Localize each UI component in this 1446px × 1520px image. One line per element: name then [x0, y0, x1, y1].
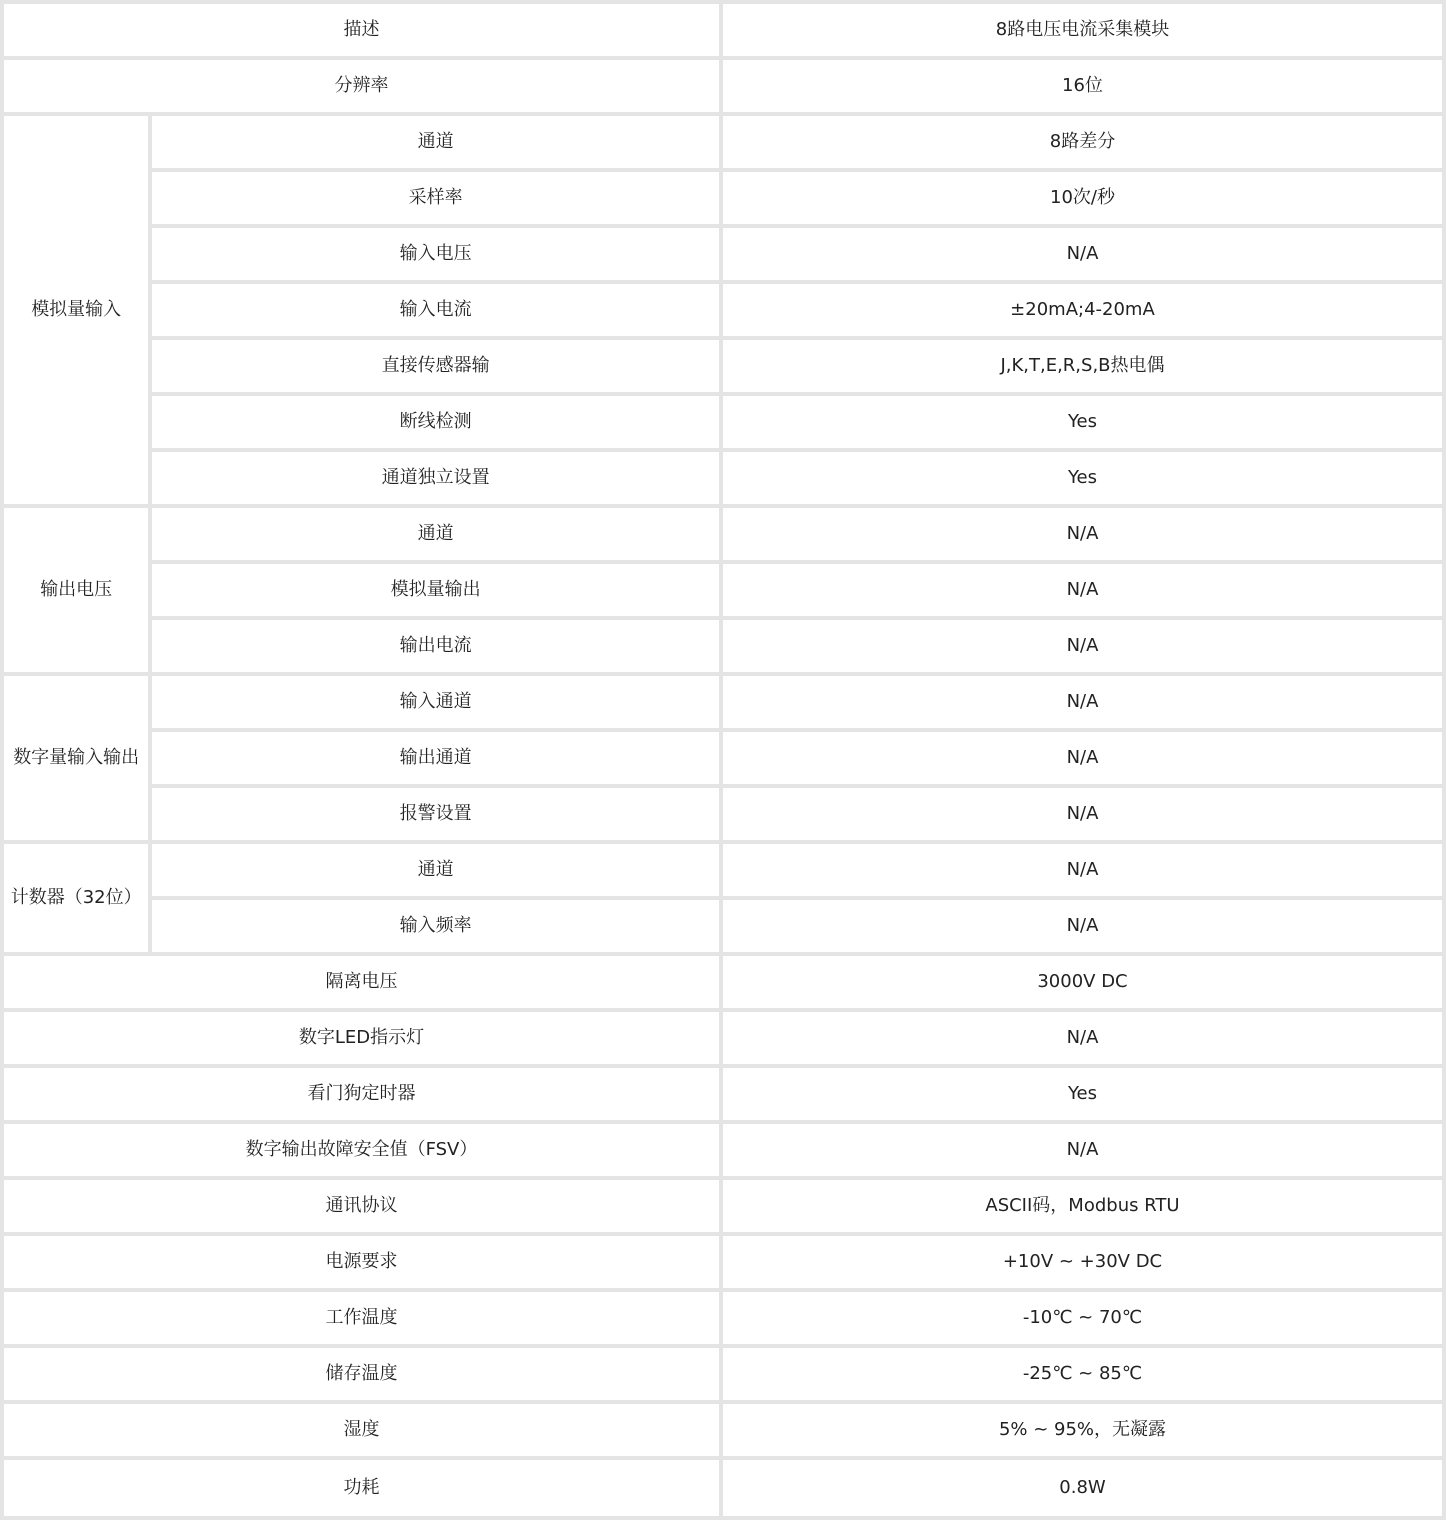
- param-value-cell: Yes: [723, 452, 1442, 504]
- group-label-cell: 数字量输入输出: [4, 676, 148, 840]
- param-value-cell: 8路电压电流采集模块: [723, 4, 1442, 56]
- table-row: [4, 788, 1442, 840]
- param-value-cell: N/A: [723, 844, 1442, 896]
- table-row: [4, 1236, 1442, 1288]
- param-value-cell: ±20mA;4-20mA: [723, 284, 1442, 336]
- table-row: [4, 1124, 1442, 1176]
- table-row: [4, 1404, 1442, 1456]
- param-name-cell: 储存温度: [4, 1348, 719, 1400]
- table-row: [4, 620, 1442, 672]
- table-row: [4, 956, 1442, 1008]
- table-row: [4, 60, 1442, 112]
- param-value-cell: N/A: [723, 228, 1442, 280]
- param-name-cell: 湿度: [4, 1404, 719, 1456]
- table-row: [4, 172, 1442, 224]
- param-name-cell: 通道: [152, 508, 719, 560]
- param-name-cell: 通道: [152, 844, 719, 896]
- table-row: [4, 676, 1442, 728]
- param-value-cell: N/A: [723, 1124, 1442, 1176]
- param-name-cell: 分辨率: [4, 60, 719, 112]
- param-value-cell: 8路差分: [723, 116, 1442, 168]
- param-name-cell: 输出通道: [152, 732, 719, 784]
- group-label-cell: 输出电压: [4, 508, 148, 672]
- param-name-cell: 模拟量输出: [152, 564, 719, 616]
- group-label-cell: 模拟量输入: [4, 116, 148, 504]
- param-value-cell: N/A: [723, 508, 1442, 560]
- param-name-cell: 输入频率: [152, 900, 719, 952]
- param-value-cell: 3000V DC: [723, 956, 1442, 1008]
- table-row: [4, 228, 1442, 280]
- table-row: [4, 844, 1442, 896]
- param-name-cell: 数字LED指示灯: [4, 1012, 719, 1064]
- param-value-cell: N/A: [723, 620, 1442, 672]
- table-row: [4, 4, 1442, 56]
- param-value-cell: 10次/秒: [723, 172, 1442, 224]
- param-name-cell: 直接传感器输: [152, 340, 719, 392]
- table-row: [4, 284, 1442, 336]
- table-row: [4, 1012, 1442, 1064]
- param-name-cell: 功耗: [4, 1460, 719, 1516]
- param-name-cell: 看门狗定时器: [4, 1068, 719, 1120]
- param-value-cell: N/A: [723, 732, 1442, 784]
- param-value-cell: N/A: [723, 1012, 1442, 1064]
- param-value-cell: 5% ~ 95%，无凝露: [723, 1404, 1442, 1456]
- table-row: [4, 1460, 1442, 1516]
- param-name-cell: 通讯协议: [4, 1180, 719, 1232]
- table-row: [4, 340, 1442, 392]
- param-name-cell: 输入通道: [152, 676, 719, 728]
- table-row: [4, 452, 1442, 504]
- param-value-cell: N/A: [723, 676, 1442, 728]
- param-name-cell: 输入电压: [152, 228, 719, 280]
- param-name-cell: 断线检测: [152, 396, 719, 448]
- table-row: [4, 508, 1442, 560]
- param-value-cell: Yes: [723, 396, 1442, 448]
- param-value-cell: N/A: [723, 564, 1442, 616]
- param-name-cell: 隔离电压: [4, 956, 719, 1008]
- param-value-cell: -25℃ ~ 85℃: [723, 1348, 1442, 1400]
- param-value-cell: 0.8W: [723, 1460, 1442, 1516]
- param-value-cell: ASCII码，Modbus RTU: [723, 1180, 1442, 1232]
- table-row: [4, 116, 1442, 168]
- param-value-cell: Yes: [723, 1068, 1442, 1120]
- param-name-cell: 输出电流: [152, 620, 719, 672]
- param-name-cell: 电源要求: [4, 1236, 719, 1288]
- table-row: [4, 1292, 1442, 1344]
- spec-table-body: [4, 4, 1442, 1516]
- param-name-cell: 报警设置: [152, 788, 719, 840]
- param-value-cell: +10V ~ +30V DC: [723, 1236, 1442, 1288]
- param-name-cell: 描述: [4, 4, 719, 56]
- param-name-cell: 通道: [152, 116, 719, 168]
- table-row: [4, 1068, 1442, 1120]
- param-value-cell: -10℃ ~ 70℃: [723, 1292, 1442, 1344]
- param-value-cell: J,K,T,E,R,S,B热电偶: [723, 340, 1442, 392]
- param-name-cell: 通道独立设置: [152, 452, 719, 504]
- param-value-cell: 16位: [723, 60, 1442, 112]
- param-name-cell: 数字输出故障安全值（FSV）: [4, 1124, 719, 1176]
- table-row: [4, 396, 1442, 448]
- param-value-cell: N/A: [723, 900, 1442, 952]
- param-value-cell: N/A: [723, 788, 1442, 840]
- table-row: [4, 564, 1442, 616]
- table-row: [4, 732, 1442, 784]
- param-name-cell: 输入电流: [152, 284, 719, 336]
- table-row: [4, 900, 1442, 952]
- table-row: [4, 1348, 1442, 1400]
- group-label-cell: 计数器（32位）: [4, 844, 148, 952]
- param-name-cell: 采样率: [152, 172, 719, 224]
- param-name-cell: 工作温度: [4, 1292, 719, 1344]
- table-row: [4, 1180, 1442, 1232]
